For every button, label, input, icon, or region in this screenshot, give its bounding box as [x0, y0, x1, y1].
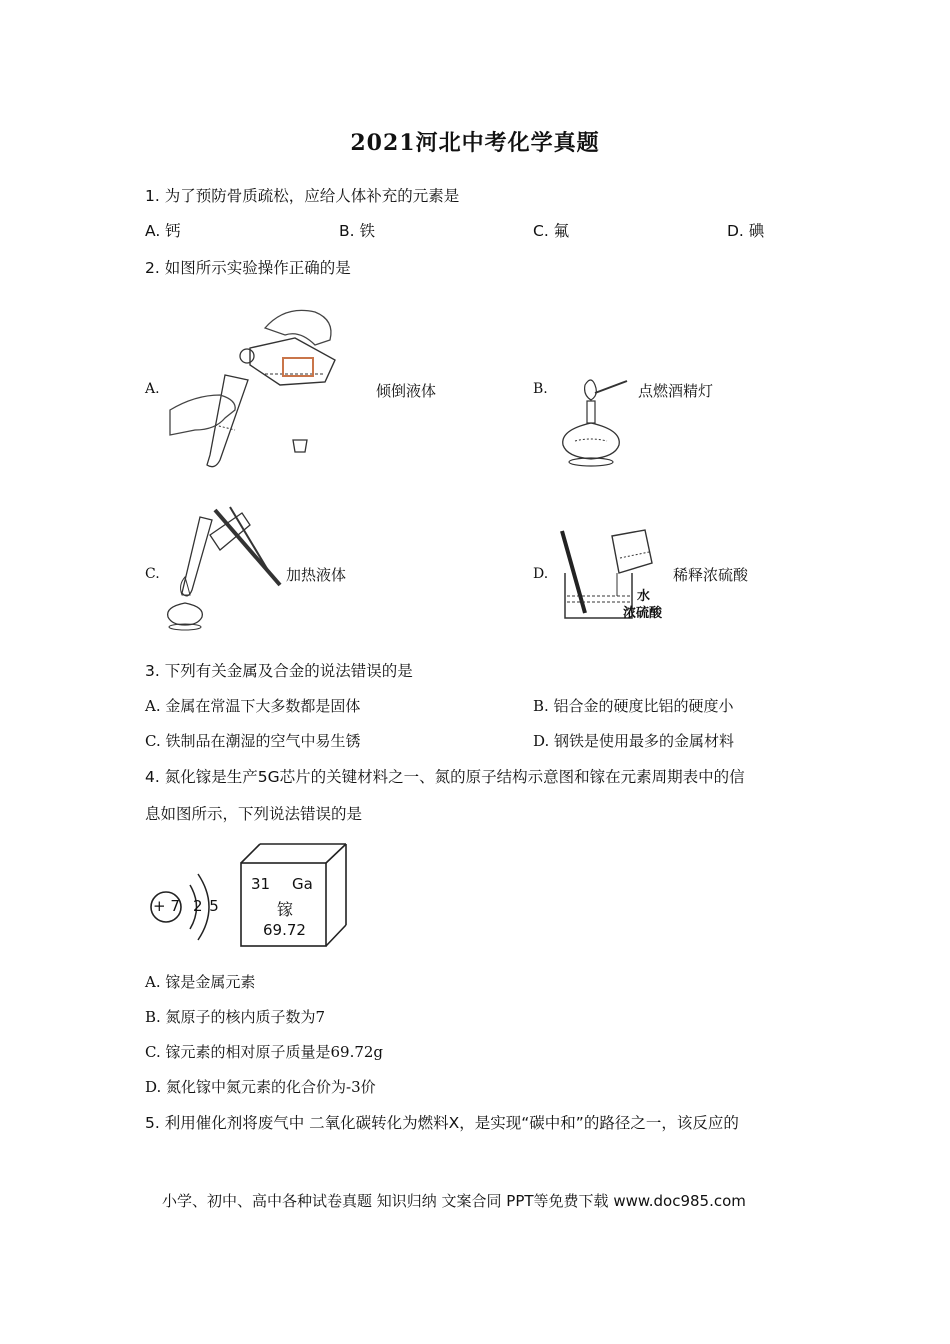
footer-text: 小学、初中、高中各种试卷真题 知识归纳 文案合同 PPT等免费下载 www.doc985.com — [162, 1192, 746, 1210]
element-symbol: Ga — [292, 875, 313, 893]
q4-option-b: B. 氮原子的核内质子数为7 — [145, 1008, 326, 1026]
question-text: 为了预防骨质疏松，应给人体补充的元素是 — [164, 187, 460, 205]
nucleus-charge: + 7 — [153, 897, 180, 915]
question-3 — [145, 659, 413, 681]
q2-option-a-caption: 倾倒液体 — [376, 382, 437, 400]
q3-option-a: A. 金属在常温下大多数都是固体 — [145, 697, 361, 715]
atomic-mass: 69.72 — [263, 921, 306, 939]
question-text: 如图所示实验操作正确的是 — [164, 259, 351, 277]
heating-liquid-figure — [160, 505, 285, 630]
q3-option-c: C. 铁制品在潮湿的空气中易生锈 — [145, 732, 361, 750]
q1-option-a: A. 钙 — [145, 222, 181, 240]
q2-option-c-caption: 加热液体 — [286, 566, 347, 584]
question-number: 1. — [145, 187, 160, 205]
q1-option-d: D. 碘 — [727, 222, 765, 240]
element-name: 镓 — [277, 900, 294, 919]
question-2 — [145, 256, 351, 278]
q2-option-b-letter: B. — [533, 381, 548, 397]
water-label: 水 — [637, 589, 651, 604]
question-1 — [145, 184, 459, 206]
q2-option-a-letter: A. — [145, 381, 160, 397]
q4-option-a: A. 镓是金属元素 — [145, 973, 256, 991]
question-text: 利用催化剂将废气中 二氧化碳转化为燃料X，是实现“碳中和”的路径之一，该反应的 — [164, 1114, 739, 1132]
q4-option-c: C. 镓元素的相对原子质量是69.72g — [145, 1043, 384, 1061]
q2-option-d-letter: D. — [533, 566, 549, 582]
question-5 — [145, 1111, 739, 1133]
q3-option-d: D. 钢铁是使用最多的金属材料 — [533, 732, 735, 750]
question-number: 5. — [145, 1114, 160, 1132]
lighting-alcohol-lamp-figure — [555, 375, 635, 470]
question-number: 2. — [145, 259, 160, 277]
question-number: 4. — [145, 768, 160, 786]
question-4 — [145, 765, 745, 787]
atomic-number: 31 — [251, 875, 271, 893]
question-4-line-2: 息如图所示，下列说法错误的是 — [145, 805, 363, 823]
question-number: 3. — [145, 662, 160, 680]
q2-option-b-caption: 点燃酒精灯 — [638, 382, 714, 400]
q4-option-d: D. 氮化镓中氮元素的化合价为-3价 — [145, 1078, 376, 1096]
electron-shells: 2 5 — [193, 897, 219, 915]
question-text: 下列有关金属及合金的说法错误的是 — [164, 662, 413, 680]
q1-option-b: B. 铁 — [339, 222, 375, 240]
concentrated-sulfuric-acid-label: 浓硫酸 — [623, 606, 663, 621]
question-text-line-1: 氮化镓是生产5G芯片的关键材料之一、氮的原子结构示意图和镓在元素周期表中的信 — [164, 768, 745, 786]
q3-option-b: B. 铝合金的硬度比铝的硬度小 — [533, 697, 734, 715]
page-title: 2021河北中考化学真题 — [350, 130, 600, 156]
q1-option-c: C. 氟 — [533, 222, 570, 240]
q2-option-d-caption: 稀释浓硫酸 — [673, 566, 749, 584]
pouring-liquid-figure — [165, 300, 365, 470]
q2-option-c-letter: C. — [145, 566, 160, 582]
